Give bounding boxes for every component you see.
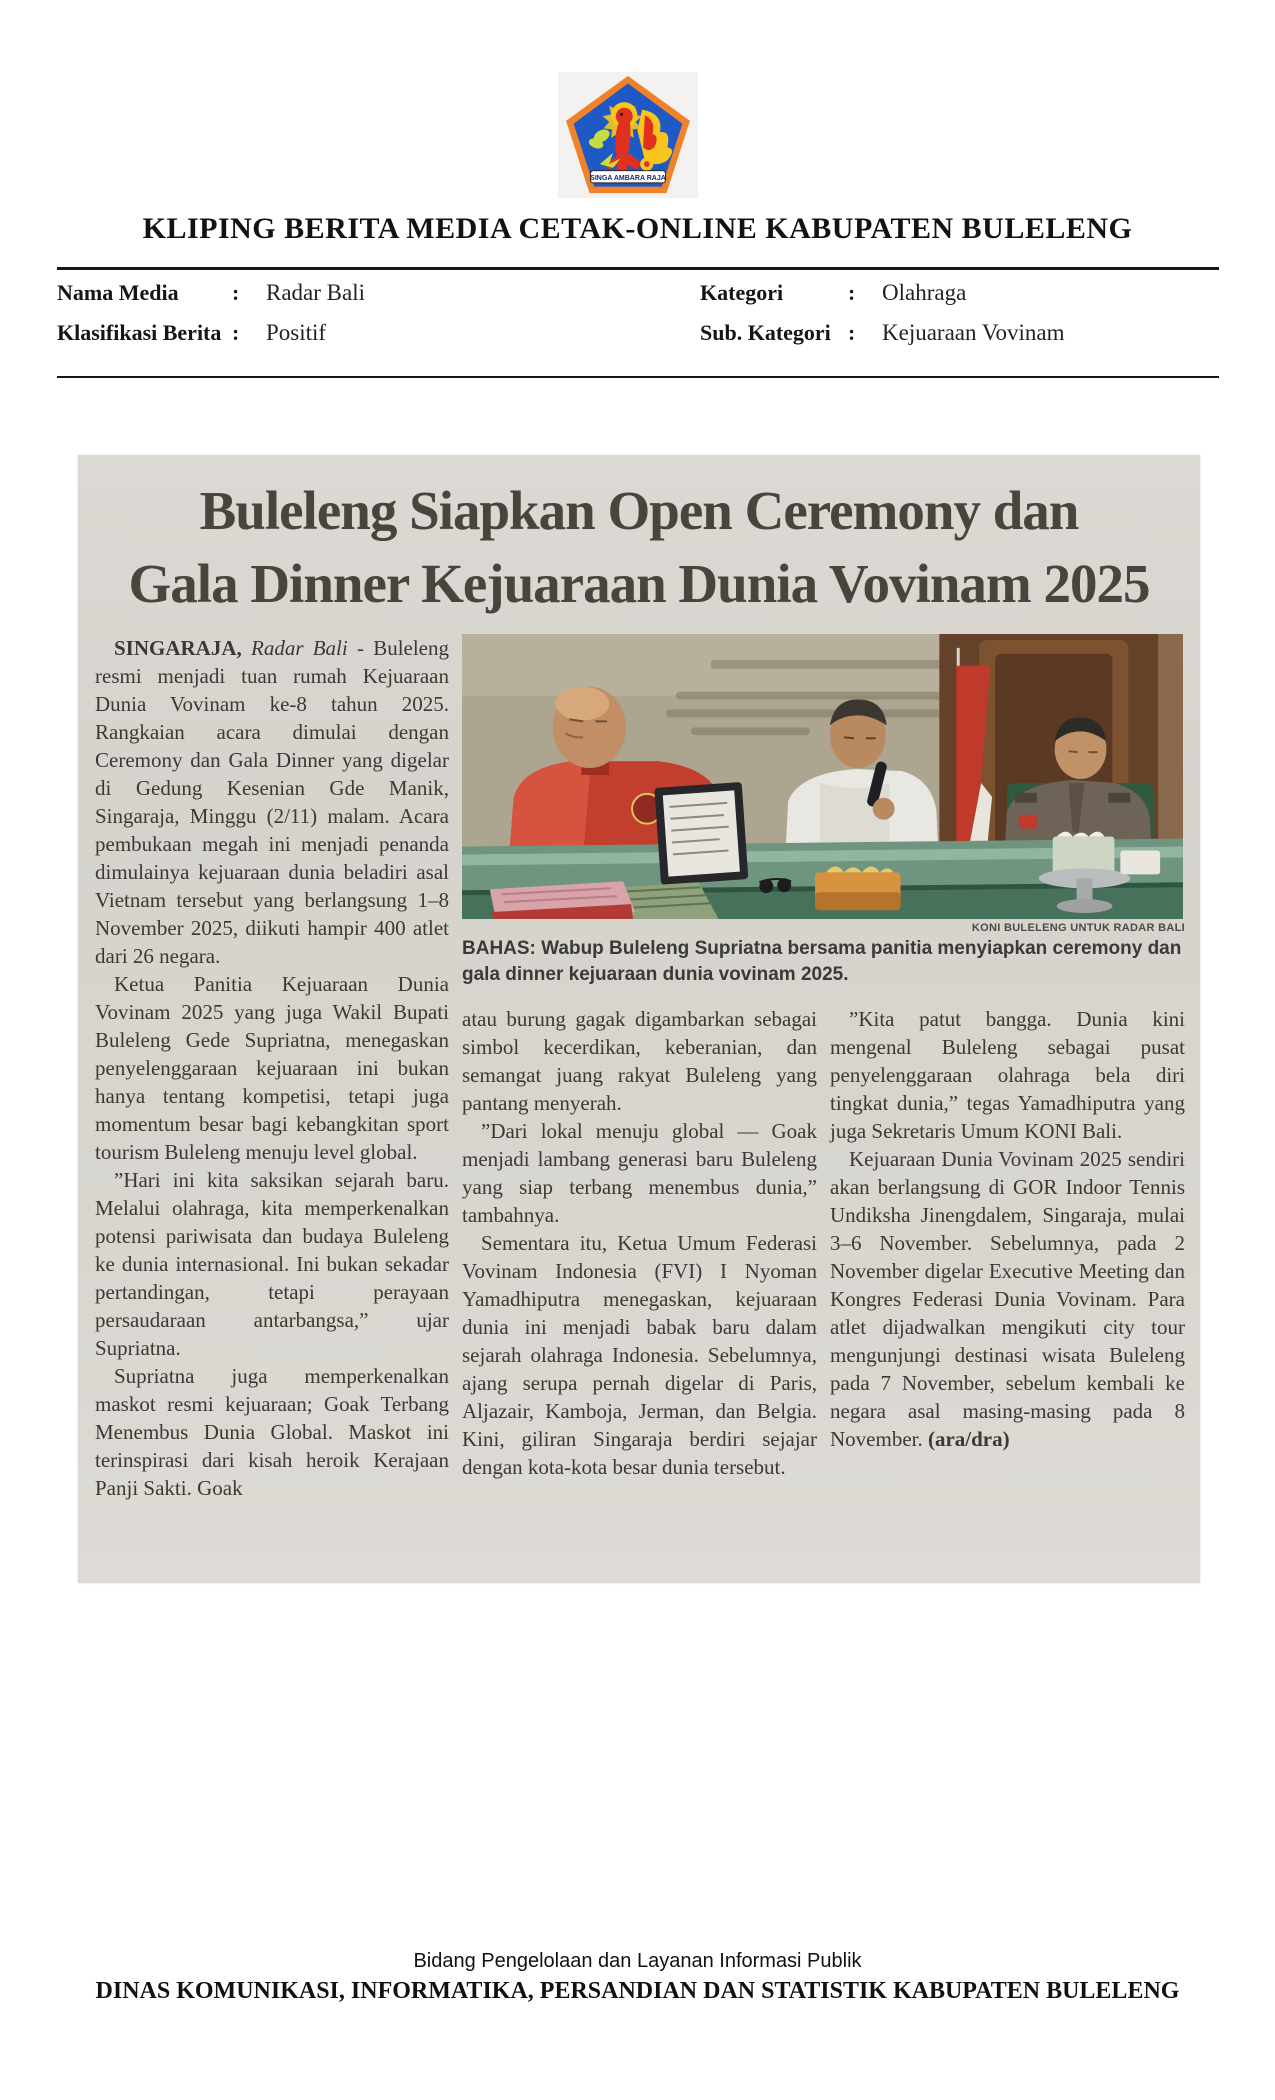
meta-row-kategori [700, 280, 1219, 320]
article-column-2 [462, 1005, 817, 1481]
article-paragraph: ”Kita patut bangga. Dunia kini mengenal Buleleng sebagai pusat penyelenggaraan olahraga bela diri tingkat dunia,” tegas Yamadhiputra yang juga Sekretaris Umum KONI Bali. [830, 1007, 1185, 1144]
kategori-value: Olahraga [882, 280, 967, 305]
laptop [654, 782, 748, 885]
nama-media-value: Radar Bali [266, 280, 365, 305]
banner-text: SINGA AMBARA RAJA [590, 175, 666, 183]
article-paragraph: Sementara itu, Ketua Umum Federasi Vovinam Indonesia (FVI) I Nyoman Yamadhiputra menegaskan, kejuaraan dunia ini menjadi babak baru dalam sejarah olahraga Indonesia. Sebelumnya, ajang serupa pernah digelar di Paris, Aljazair, Kamboja, Jerman, dan Belgia. Kini, giliran Singaraja berdiri sejajar dengan kota-kota besar dunia tersebut. [462, 1231, 817, 1480]
article-paragraph: ”Dari lokal menuju global — Goak menjadi lambang generasi baru Buleleng yang siap terbang menembus dunia,” tambahnya. [462, 1119, 817, 1228]
headline-line-1: Buleleng Siapkan Open Ceremony dan [199, 480, 1079, 541]
footer-division: Bidang Pengelolaan dan Layanan Informasi Publik [413, 1950, 862, 1972]
klasifikasi-label: Klasifikasi Berita [57, 320, 222, 345]
article-column-3 [830, 1005, 1185, 1481]
metadata-right-column [700, 280, 1219, 360]
author-byline: (ara/dra) [927, 1427, 1010, 1452]
paragraph-text: Kejuaraan Dunia Vovinam 2025 sendiri akan berlangsung di GOR Indoor Tennis Undiksha Jinengdalem, Singaraja, mulai 3–6 November. Sebelumnya, pada 2 November digelar Executive Meeting dan Kongres Federasi Dunia Vovinam. Para atlet dijadwalkan mengikuti city tour mengunjungi destinasi wisata Buleleng pada 7 November, sebelum kembali ke negara asal masing-masing pada 8 November. [830, 1147, 1185, 1452]
colon-separator: : [848, 280, 856, 305]
nama-media-label: Nama Media [57, 280, 179, 305]
document-footer [0, 1950, 1275, 2005]
kategori-label: Kategori [700, 280, 784, 305]
press-conference-photo [462, 634, 1183, 919]
article-body [95, 634, 1185, 1502]
headline-line-2: Gala Dinner Kejuaraan Dunia Vovinam 2025 [128, 552, 1150, 614]
paragraph-text: - Buleleng resmi menjadi tuan rumah Kejuaraan Dunia Vovinam ke-8 tahun 2025. Rangkaian acara dimulai dengan Ceremony dan Gala Dinner yang digelar di Gedung Kesenian Gde Manik, Singaraja, Minggu (2/11) malam. Acara pembukaan megah ini menjadi penanda dimulainya kejuaraan dunia beladiri asal Vietnam tersebut yang berlangsung 1–8 November 2025, diikuti hampir 400 atlet dari 26 negara. [95, 636, 450, 969]
article-columns-2-3 [462, 1005, 1185, 1481]
sub-kategori-value: Kejuaraan Vovinam [882, 320, 1065, 345]
article-paragraph: ”Hari ini kita saksikan sejarah baru. Melalui olahraga, kita memperkenalkan potensi pariwisata dan budaya Buleleng ke dunia internasional. Ini bukan sekadar pertandingan, tetapi perayaan persaudaraan antarbangsa,” ujar Supriatna. [95, 1168, 449, 1361]
tissue-box [815, 867, 901, 911]
news-source: Radar Bali [241, 636, 348, 661]
buleleng-regency-emblem [558, 72, 698, 198]
meta-row-sub-kategori [700, 320, 1219, 360]
colon-separator: : [232, 280, 240, 305]
colon-separator: : [232, 320, 240, 345]
newspaper-clipping-scan [78, 455, 1200, 1583]
page-title: KLIPING BERITA MEDIA CETAK-ONLINE KABUPATEN BULELENG [142, 212, 1133, 245]
metadata-left-column [57, 280, 700, 360]
meta-row-klasifikasi [57, 320, 700, 360]
article-right-area [462, 634, 1185, 1502]
article-paragraph: atau burung gagak digambarkan sebagai simbol kecerdikan, keberanian, dan semangat juang rakyat Buleleng yang pantang menyerah. [462, 1007, 817, 1116]
clipping-metadata [57, 267, 1219, 378]
article-paragraph: Supriatna juga memperkenalkan maskot resmi kejuaraan; Goak Terbang Menembus Dunia Global. Maskot ini terinspirasi dari kisah heroik Kerajaan Panji Sakti. Goak [95, 1364, 449, 1501]
sub-kategori-label: Sub. Kategori [700, 320, 831, 345]
article-column-1 [95, 634, 449, 1502]
meta-row-nama-media [57, 280, 700, 320]
photo-credit: KONI BULELENG UNTUK RADAR BALI [971, 922, 1185, 935]
article-paragraph [830, 1145, 1185, 1453]
banner-ribbon [590, 171, 666, 183]
photo-caption: BAHAS: Wabup Buleleng Supriatna bersama panitia menyiapkan ceremony dan gala dinner kejuaraan dunia vovinam 2025. [462, 938, 1182, 985]
article-paragraph: Ketua Panitia Kejuaraan Dunia Vovinam 2025 yang juga Wakil Bupati Buleleng Gede Supriatna, menegaskan penyelenggaraan kejuaraan ini bukan hanya tentang kompetisi, tetapi juga momentum besar bagi kebangkitan sport tourism Buleleng menuju level global. [95, 972, 449, 1165]
dateline: SINGARAJA, [114, 636, 242, 661]
emblem-svg [562, 74, 694, 196]
article-headline [86, 475, 1192, 620]
article-paragraph [95, 634, 449, 970]
colon-separator: : [848, 320, 856, 345]
klasifikasi-value: Positif [266, 320, 327, 345]
footer-agency: DINAS KOMUNIKASI, INFORMATIKA, PERSANDIAN DAN STATISTIK KABUPATEN BULELENG [95, 1978, 1180, 2004]
